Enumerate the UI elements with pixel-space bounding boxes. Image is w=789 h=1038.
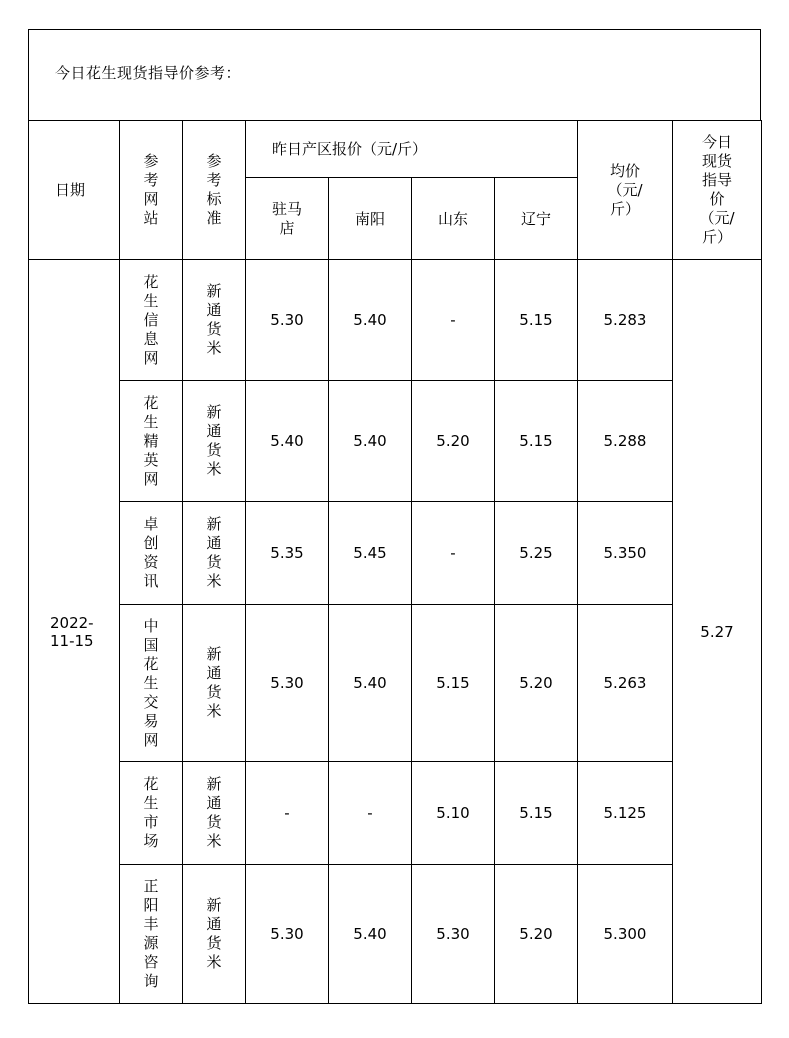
- price-average: 5.125: [578, 762, 673, 865]
- table-row: [29, 502, 762, 605]
- header-region-zhumadian: 驻马店: [246, 178, 329, 260]
- price-zhumadian: 5.30: [246, 260, 329, 381]
- price-shandong: -: [412, 502, 495, 605]
- header-today-price: 今日现货指导价（元/斤）: [673, 121, 762, 260]
- price-shandong: 5.15: [412, 605, 495, 762]
- page-title: 今日花生现货指导价参考：: [55, 64, 242, 82]
- standard-cell: 新通货米: [183, 605, 246, 762]
- price-nanyang: 5.45: [329, 502, 412, 605]
- site-cell: 花生市场: [120, 762, 183, 865]
- header-standard: 参考标准: [183, 121, 246, 260]
- price-average: 5.263: [578, 605, 673, 762]
- header-row-1: [29, 121, 762, 178]
- date-cell: 2022-11-15: [29, 260, 120, 1004]
- price-average: 5.283: [578, 260, 673, 381]
- site-cell: 正阳丰源咨询: [120, 865, 183, 1004]
- price-shandong: -: [412, 260, 495, 381]
- table-row: [29, 865, 762, 1004]
- standard-cell: 新通货米: [183, 762, 246, 865]
- price-average: 5.350: [578, 502, 673, 605]
- price-sheet: [28, 29, 761, 1003]
- table-row: [29, 762, 762, 865]
- price-average: 5.300: [578, 865, 673, 1004]
- standard-cell: 新通货米: [183, 502, 246, 605]
- price-zhumadian: 5.35: [246, 502, 329, 605]
- header-date: 日期: [29, 121, 120, 260]
- price-liaoning: 5.25: [495, 502, 578, 605]
- price-nanyang: 5.40: [329, 865, 412, 1004]
- site-cell: 卓创资讯: [120, 502, 183, 605]
- site-cell: 中国花生交易网: [120, 605, 183, 762]
- price-nanyang: 5.40: [329, 260, 412, 381]
- price-liaoning: 5.15: [495, 762, 578, 865]
- site-cell: 花生精英网: [120, 381, 183, 502]
- price-nanyang: 5.40: [329, 605, 412, 762]
- price-liaoning: 5.20: [495, 605, 578, 762]
- header-region-liaoning: 辽宁: [495, 178, 578, 260]
- header-yesterday-group: 昨日产区报价（元/斤）: [246, 121, 578, 178]
- price-liaoning: 5.15: [495, 381, 578, 502]
- header-average: 均价（元/斤）: [578, 121, 673, 260]
- price-shandong: 5.20: [412, 381, 495, 502]
- standard-cell: 新通货米: [183, 381, 246, 502]
- header-site: 参考网站: [120, 121, 183, 260]
- header-region-nanyang: 南阳: [329, 178, 412, 260]
- price-zhumadian: 5.40: [246, 381, 329, 502]
- price-shandong: 5.10: [412, 762, 495, 865]
- table-row: [29, 381, 762, 502]
- table-row: [29, 605, 762, 762]
- price-liaoning: 5.15: [495, 260, 578, 381]
- price-nanyang: 5.40: [329, 381, 412, 502]
- price-nanyang: -: [329, 762, 412, 865]
- header-region-shandong: 山东: [412, 178, 495, 260]
- today-price-cell: 5.27: [673, 260, 762, 1004]
- price-zhumadian: 5.30: [246, 605, 329, 762]
- standard-cell: 新通货米: [183, 260, 246, 381]
- price-liaoning: 5.20: [495, 865, 578, 1004]
- price-shandong: 5.30: [412, 865, 495, 1004]
- title-box: [28, 29, 761, 121]
- site-cell: 花生信息网: [120, 260, 183, 381]
- price-average: 5.288: [578, 381, 673, 502]
- price-table: [28, 120, 762, 1004]
- table-row: [29, 260, 762, 381]
- price-zhumadian: 5.30: [246, 865, 329, 1004]
- standard-cell: 新通货米: [183, 865, 246, 1004]
- price-zhumadian: -: [246, 762, 329, 865]
